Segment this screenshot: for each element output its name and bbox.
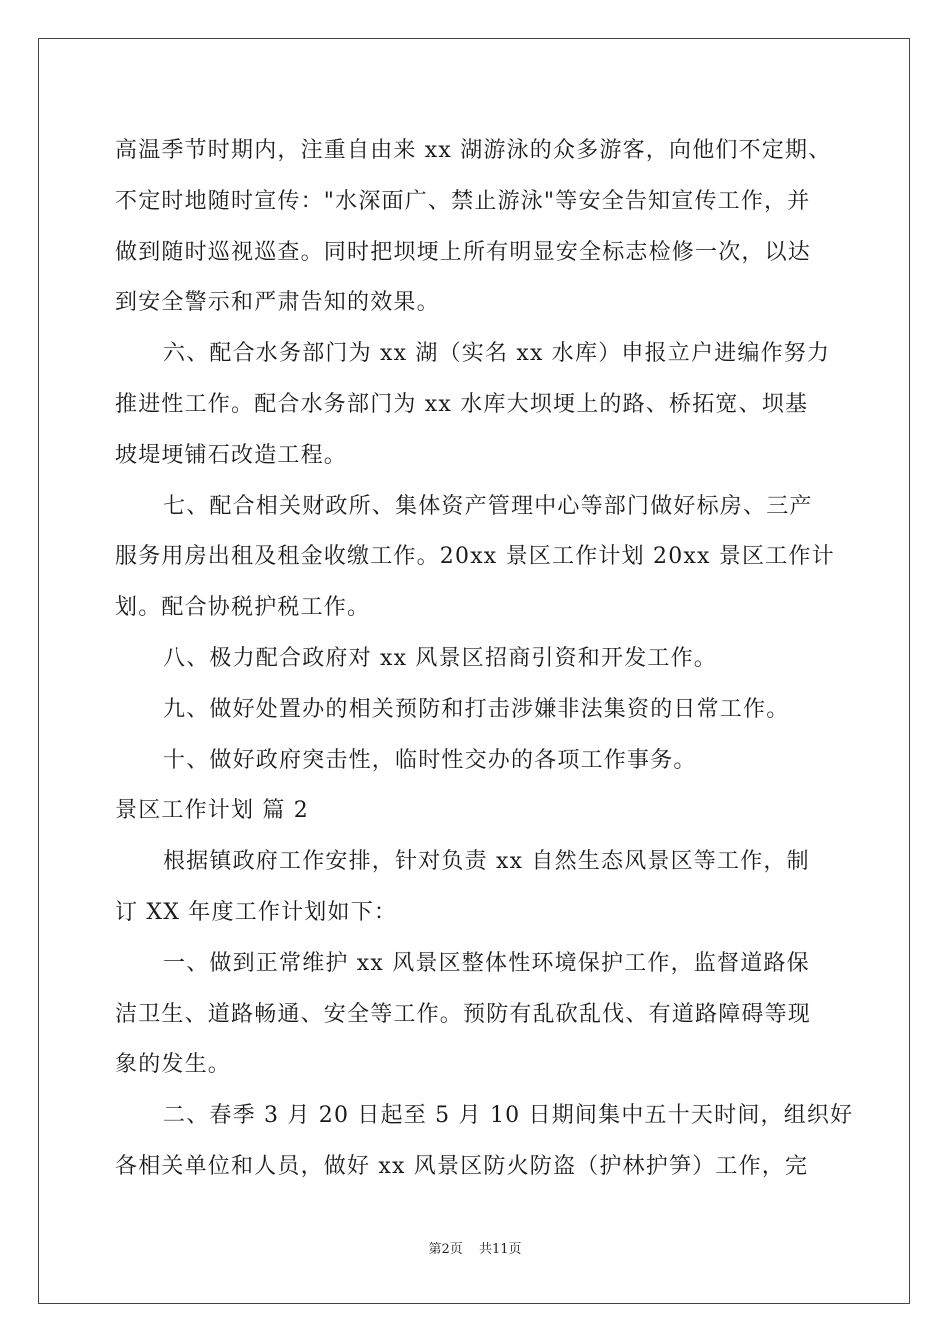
text-line: 一、做到正常维护 xx 风景区整体性环境保护工作，监督道路保 (163, 950, 810, 976)
text-line: 洁卫生、道路畅通、安全等工作。预防有乱砍乱伐、有道路障碍等现 (115, 1001, 812, 1027)
text-line: 六、配合水务部门为 xx 湖（实名 xx 水库）申报立户进编作努力 (163, 341, 831, 367)
text-line: 推进性工作。配合水务部门为 xx 水库大坝埂上的路、桥拓宽、坝基 (115, 391, 809, 417)
document-body (115, 126, 854, 1193)
text-line: 到安全警示和严肃告知的效果。 (115, 290, 440, 316)
text-line: 八、极力配合政府对 xx 风景区招商引资和开发工作。 (163, 645, 718, 671)
text-line: 景区工作计划 篇 2 (115, 798, 309, 824)
page-footer (0, 1238, 950, 1257)
text-line: 根据镇政府工作安排，针对负责 xx 自然生态风景区等工作，制 (163, 849, 810, 875)
text-line: 十、做好政府突击性，临时性交办的各项工作事务。 (163, 747, 697, 773)
text-line: 各相关单位和人员，做好 xx 风景区防火防盗（护林护笋）工作，完 (115, 1153, 809, 1179)
text-line: 订 XX 年度工作计划如下： (115, 899, 398, 925)
page-number: 第2页 (428, 1242, 463, 1257)
text-line: 二、春季 3 月 20 日起至 5 月 10 日期间集中五十天时间，组织好 (163, 1103, 854, 1129)
page-total: 共11页 (478, 1242, 522, 1257)
text-line: 坡堤埂铺石改造工程。 (115, 442, 348, 468)
text-line: 高温季节时期内，注重自由来 xx 湖游泳的众多游客，向他们不定期、 (115, 138, 832, 163)
text-line: 服务用房出租及租金收缴工作。20xx 景区工作计划 20xx 景区工作计 (115, 544, 835, 570)
text-line: 不定时地随时宣传："水深面广、禁止游泳"等安全告知宣传工作，并 (115, 188, 811, 214)
text-line: 九、做好处置办的相关预防和打击涉嫌非法集资的日常工作。 (163, 696, 790, 722)
text-line: 做到随时巡视巡查。同时把坝埂上所有明显安全标志检修一次，以达 (115, 239, 812, 265)
text-line: 七、配合相关财政所、集体资产管理中心等部门做好标房、三产 (163, 493, 813, 519)
text-line: 象的发生。 (115, 1052, 232, 1078)
text-line: 划。配合协税护税工作。 (115, 595, 371, 621)
